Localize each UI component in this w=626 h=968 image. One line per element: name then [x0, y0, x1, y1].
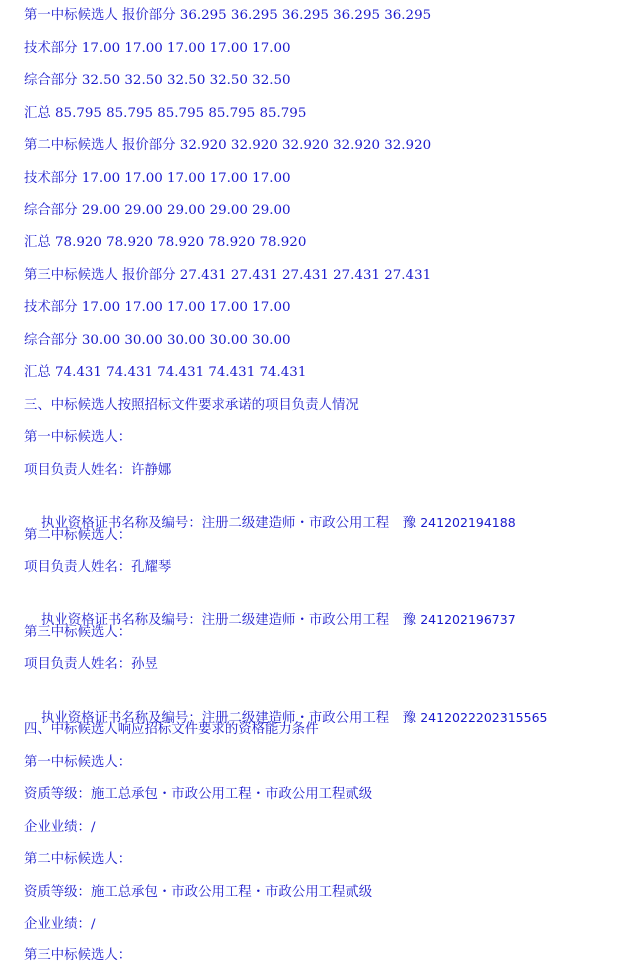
- line-second-qualification: 资质等级：施工总承包・市政公用工程・市政公用工程贰级: [24, 885, 373, 900]
- line-first-candidate-label: 第一中标候选人：: [24, 755, 132, 770]
- line-second-candidate-price: 第二中标候选人 报价部分 32.920 32.920 32.920 32.920 32.920: [24, 138, 432, 153]
- certificate-number: 2412022202315565: [420, 710, 548, 725]
- line-first-qualification: 资质等级：施工总承包・市政公用工程・市政公用工程贰级: [24, 787, 373, 802]
- line-second-leader-name: 项目负责人姓名：孔耀琴: [24, 560, 172, 575]
- line-first-leader-name: 项目负责人姓名：许静娜: [24, 463, 172, 478]
- line-third-candidate-price: 第三中标候选人 报价部分 27.431 27.431 27.431 27.431 27.431: [24, 268, 432, 283]
- certificate-number: 241202194188: [420, 515, 516, 530]
- certificate-label: 执业资格证书名称及编号：注册二级建造师・市政公用工程 豫: [41, 711, 421, 726]
- line-first-technical: 技术部分 17.00 17.00 17.00 17.00 17.00: [24, 41, 291, 56]
- line-second-technical: 技术部分 17.00 17.00 17.00 17.00 17.00: [24, 171, 291, 186]
- line-second-candidate-label: 第二中标候选人：: [24, 852, 132, 867]
- section-heading-project-leader: 三、中标候选人按照招标文件要求承诺的项目负责人情况: [24, 398, 359, 413]
- line-first-total: 汇总 85.795 85.795 85.795 85.795 85.795: [24, 106, 307, 121]
- line-third-comprehensive: 综合部分 30.00 30.00 30.00 30.00 30.00: [24, 333, 291, 348]
- line-first-performance: 企业业绩：/: [24, 820, 96, 835]
- line-second-candidate-label: 第二中标候选人：: [24, 528, 132, 543]
- line-third-leader-name: 项目负责人姓名：孙昱: [24, 657, 158, 672]
- certificate-label: 执业资格证书名称及编号：注册二级建造师・市政公用工程 豫: [41, 613, 421, 628]
- line-second-total: 汇总 78.920 78.920 78.920 78.920 78.920: [24, 235, 307, 250]
- line-second-certificate: [24, 590, 516, 628]
- line-first-candidate-label: 第一中标候选人：: [24, 430, 132, 445]
- line-second-comprehensive: 综合部分 29.00 29.00 29.00 29.00 29.00: [24, 203, 291, 218]
- certificate-label: 执业资格证书名称及编号：注册二级建造师・市政公用工程 豫: [41, 516, 421, 531]
- line-first-comprehensive: 综合部分 32.50 32.50 32.50 32.50 32.50: [24, 73, 291, 88]
- line-third-certificate: [24, 688, 548, 726]
- line-first-certificate: [24, 493, 516, 531]
- line-third-candidate-label: 第三中标候选人：: [24, 625, 132, 640]
- line-third-technical: 技术部分 17.00 17.00 17.00 17.00 17.00: [24, 300, 291, 315]
- line-third-total: 汇总 74.431 74.431 74.431 74.431 74.431: [24, 365, 307, 380]
- certificate-number: 241202196737: [420, 612, 516, 627]
- line-second-performance: 企业业绩：/: [24, 917, 96, 932]
- section-heading-qualification: 四、中标候选人响应招标文件要求的资格能力条件: [24, 722, 319, 737]
- line-third-candidate-label: 第三中标候选人：: [24, 948, 132, 963]
- line-first-candidate-price: 第一中标候选人 报价部分 36.295 36.295 36.295 36.295 36.295: [24, 8, 432, 23]
